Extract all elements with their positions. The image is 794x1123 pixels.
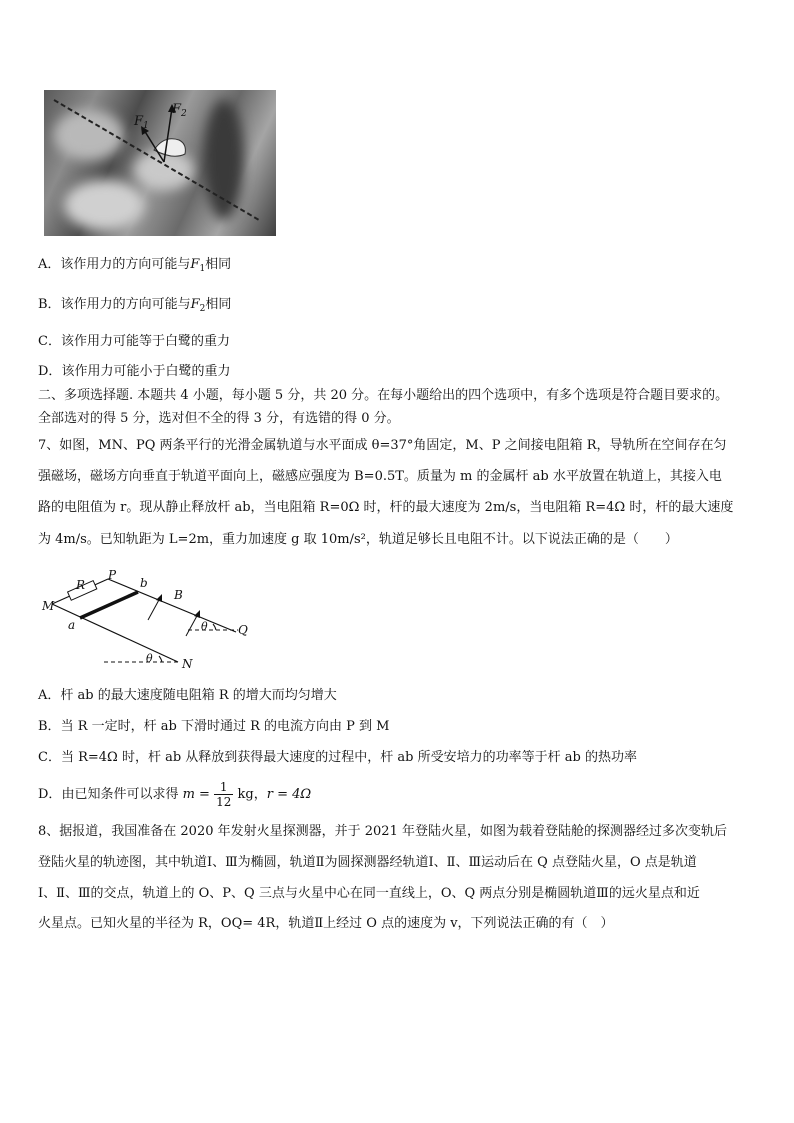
label-Q: Q: [238, 623, 248, 637]
section2-line2: 全部选对的得 5 分，选对但不全的得 3 分，有选错的得 0 分。: [38, 411, 400, 426]
q7-stem-line3: 路的电阻值为 r。现从静止释放杆 ab，当电阻箱 R=0Ω 时，杆的最大速度为 2m/s，当电阻箱 R=4Ω 时，杆的最大速度: [38, 500, 734, 515]
q7-option-c: C．当 R=4Ω 时，杆 ab 从释放到获得最大速度的过程中，杆 ab 所受安培力的功率等于杆 ab 的热功率: [38, 750, 637, 765]
q7-stem-line2: 强磁场，磁场方向垂直于轨道平面向上，磁感应强度为 B=0.5T。质量为 m 的金属杆 ab 水平放置在轨道上，其接入电: [38, 469, 722, 484]
section2-line1: 二、多项选择题. 本题共 4 小题，每小题 5 分，共 20 分。在每小题给出的四个选项中，有多个选项是符合题目要求的。: [38, 388, 729, 403]
q6-option-a: A．该作用力的方向可能与$F_1$相同: [38, 257, 232, 274]
fraction: $\frac{1}{12}$: [216, 780, 232, 809]
label-N: N: [182, 657, 193, 671]
q8-stem-line3: Ⅰ、Ⅱ、Ⅲ的交点，轨道上的 O、P、Q 三点与火星中心在同一直线上，O、Q 两点分别是椭圆轨道Ⅲ的远火星点和近: [38, 886, 700, 901]
q8-stem-line2: 登陆火星的轨迹图，其中轨道Ⅰ、Ⅲ为椭圆，轨道Ⅱ为圆探测器经轨道Ⅰ、Ⅱ、Ⅲ运动后在 Q 点登陆火星，O 点是轨道: [38, 855, 697, 870]
q7-option-d: D．由已知条件可以求得 m = $\frac{1}{12}$ kg，r = 4Ω: [38, 780, 312, 809]
q7-option-a: A．杆 ab 的最大速度随电阻箱 R 的增大而均匀增大: [38, 688, 337, 703]
force-diagram-overlay: [44, 90, 276, 236]
q6-option-b: B．该作用力的方向可能与$F_2$相同: [38, 297, 232, 314]
label-theta-upper: θ: [201, 620, 208, 633]
q6-option-d: D．该作用力可能小于白鹭的重力: [38, 364, 231, 379]
q7-stem-line4: 为 4m/s。已知轨距为 L=2m，重力加速度 g 取 10m/s²，轨道足够长且电阻不计。以下说法正确的是（ ）: [38, 532, 678, 547]
q7-option-b: B．当 R 一定时，杆 ab 下滑时通过 R 的电流方向由 P 到 M: [38, 719, 390, 734]
label-R: R: [76, 578, 86, 592]
label-B: B: [174, 588, 183, 602]
egret-photo: [44, 90, 276, 236]
label-b: b: [140, 576, 148, 590]
q8-stem-line4: 火星点。已知火星的半径为 R，OQ= 4R，轨道Ⅱ上经过 O 点的速度为 v，下列说法正确的有（ ）: [38, 916, 614, 931]
f2-label: $F_2$: [172, 102, 187, 119]
f1-label: $F_1$: [134, 114, 149, 131]
label-P: P: [108, 568, 117, 582]
q7-stem-line1: 7、如图，MN、PQ 两条平行的光滑金属轨道与水平面成 θ=37°角固定，M、P 之间接电阻箱 R，导轨所在空间存在匀: [38, 438, 727, 453]
q6-option-c: C．该作用力可能等于白鹭的重力: [38, 334, 230, 349]
q8-stem-line1: 8、据报道，我国准备在 2020 年发射火星探测器，并于 2021 年登陆火星，如图为载着登陆舱的探测器经过多次变轨后: [38, 824, 727, 839]
label-theta-lower: θ: [146, 652, 153, 665]
label-a: a: [68, 618, 76, 632]
label-M: M: [42, 599, 55, 613]
